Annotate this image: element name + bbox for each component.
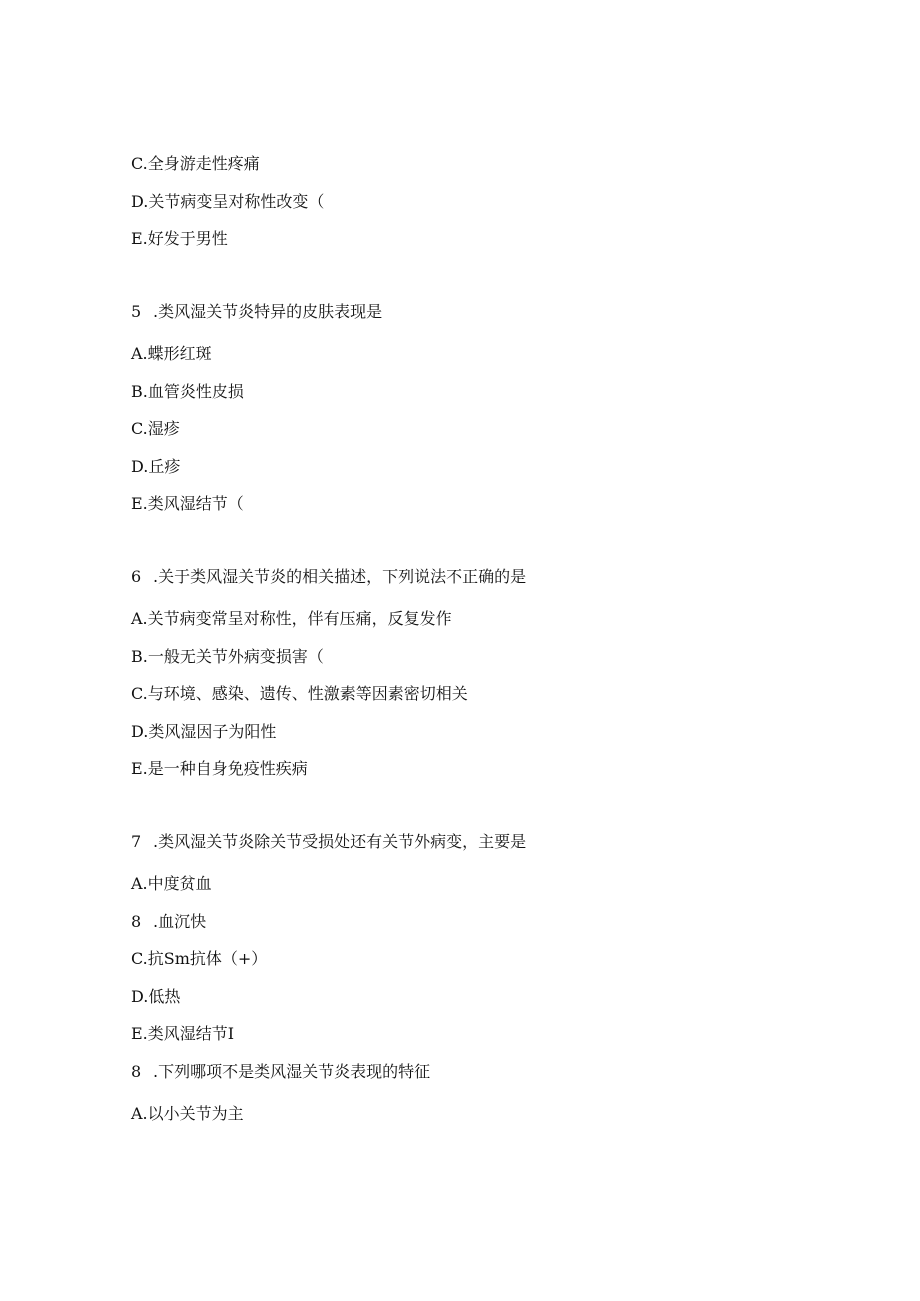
q4-option-e: E.好发于男性	[131, 229, 228, 248]
q7-misnumber: 8	[131, 912, 142, 931]
q7-option-d: D.低热	[131, 987, 181, 1006]
q7-stem-text: .类风湿关节炎除关节受损处还有关节外病变，主要是	[153, 832, 527, 851]
q6-option-d: D.类风湿因子为阳性	[131, 722, 277, 741]
q7-option-b-misnumbered	[131, 911, 206, 933]
q8-stem	[131, 1061, 430, 1083]
q7-option-b-text: .血沉快	[153, 912, 207, 931]
q5-number: 5	[131, 302, 142, 321]
q7-option-e: E.类风湿结节I	[131, 1024, 235, 1043]
q5-stem-text: .类风湿关节炎特异的皮肤表现是	[153, 302, 383, 321]
q6-number: 6	[131, 567, 142, 586]
q6-stem	[131, 566, 526, 588]
q7-option-c: C.抗Sm抗体（+）	[131, 949, 268, 968]
q6-option-b: B.一般无关节外病变损害（	[131, 647, 324, 666]
q7-stem	[131, 831, 526, 853]
q7-number: 7	[131, 832, 142, 851]
q8-stem-text: .下列哪项不是类风湿关节炎表现的特征	[153, 1062, 431, 1081]
q6-option-a: A.关节病变常呈对称性，伴有压痛，反复发作	[131, 609, 452, 628]
q8-option-a: A.以小关节为主	[131, 1104, 244, 1123]
q8-number: 8	[131, 1062, 142, 1081]
q6-stem-text: .关于类风湿关节炎的相关描述，下列说法不正确的是	[153, 567, 527, 586]
q5-option-e: E.类风湿结节（	[131, 494, 244, 513]
q5-option-b: B.血管炎性皮损	[131, 382, 244, 401]
q6-option-c: C.与环境、感染、遗传、性激素等因素密切相关	[131, 684, 468, 703]
q4-option-d: D.关节病变呈对称性改变（	[131, 192, 325, 211]
q6-option-e: E.是一种自身免疫性疾病	[131, 759, 308, 778]
q5-option-a: A.蝶形红斑	[131, 344, 212, 363]
q5-option-d: D.丘疹	[131, 457, 181, 476]
q5-stem	[131, 301, 382, 323]
q7-option-a: A.中度贫血	[131, 874, 212, 893]
q4-option-c: C.全身游走性疼痛	[131, 154, 260, 173]
q5-option-c: C.湿疹	[131, 419, 180, 438]
